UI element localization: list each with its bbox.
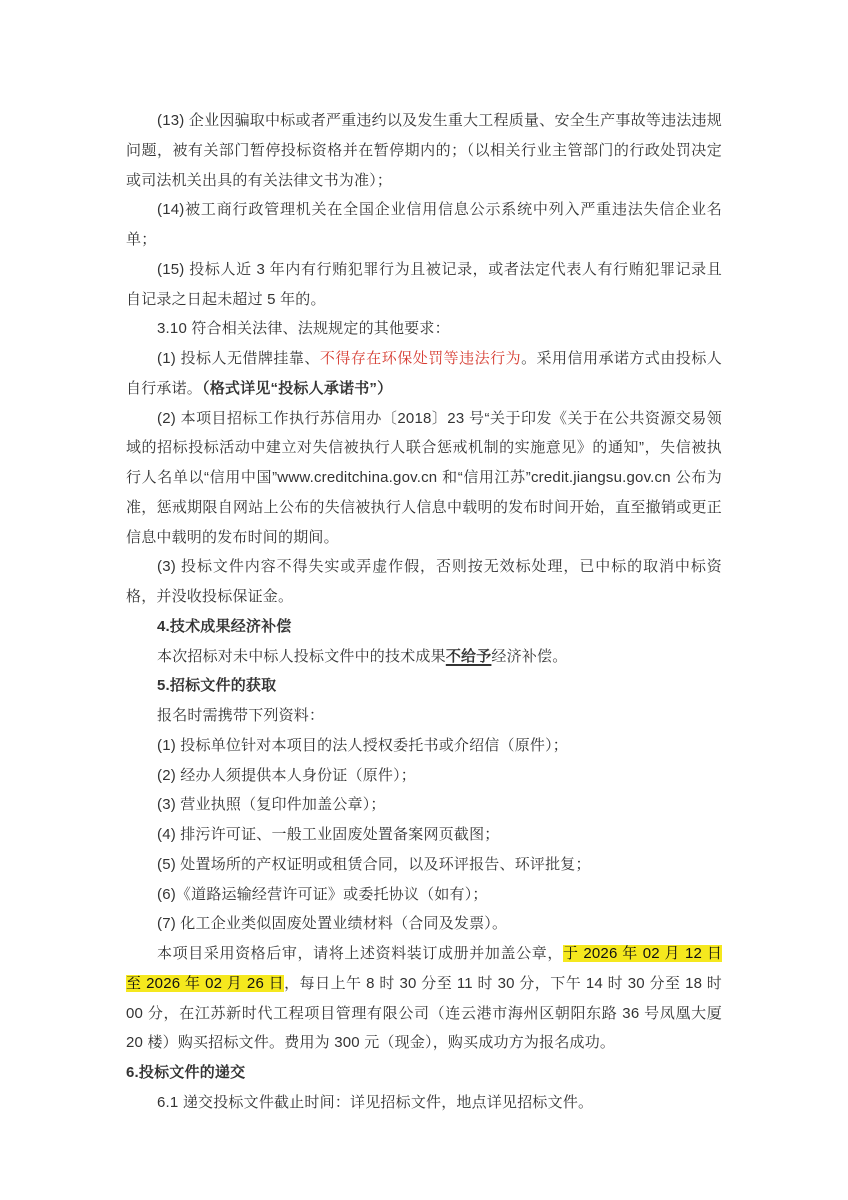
highlight-text-run: 于 2026 年 02 月 12 日至 2026 年 02 月 26 日 [126,945,723,992]
text-run: 6.投标文件的递交 [126,1064,246,1081]
clause-15 [126,255,722,315]
text-run: (1) 投标单位针对本项目的法人授权委托书或介绍信（原件）； [157,736,569,754]
red-text-run: 不得存在环保处罚等违法行为 [319,350,522,367]
text-run: (3) 投标文件内容不得失实或弄虚作假，否则按无效标处理，已中标的取消中标资格，并没收投标保证金。 [126,558,722,605]
clause-14 [126,195,722,255]
text-run: 6.1 递交投标文件截止时间：详见招标文件，地点详见招标文件。 [157,1093,594,1111]
text-run: (13) 企业因骗取中标或者严重违约以及发生重大工程质量、安全生产事故等违法违规问题，被有关部门暂停投标资格并在暂停期内的；（以相关行业主管部门的行政处罚决定或司法机关出具的有关法律文书为准）； [126,112,722,189]
material-item-6 [126,880,722,910]
text-run: 。采用信用承诺方式由投标人自行承诺。 [126,350,722,397]
document-body [126,106,722,1118]
material-item-1 [126,731,722,761]
material-item-4 [126,820,722,850]
clause-3-10-item-1 [126,344,722,404]
material-item-5 [126,850,722,880]
text-run: 报名时需携带下列资料： [157,707,325,724]
clause-13 [126,106,722,195]
text-run: 5.招标文件的获取 [157,677,277,695]
material-item-2 [126,761,722,791]
registration-instructions [126,939,722,1058]
bold-underline-text-run: 不给予 [445,647,492,665]
text-run: (3) 营业执照（复印件加盖公章）； [157,796,386,814]
section-5-intro [126,701,722,731]
text-run: (15) 投标人近 3 年内有行贿犯罪行为且被记录，或者法定代表人有行贿犯罪记录且自记录之日起未超过 5 年的。 [126,260,722,308]
material-item-7 [126,909,722,939]
text-run: 经济补偿。 [491,647,568,665]
text-run: (4) 排污许可证、一般工业固废处置备案网页截图； [157,826,500,843]
text-run: 3.10 符合相关法律、法规规定的其他要求： [157,320,450,338]
section-6-heading [126,1058,722,1088]
text-run: (2) 经办人须提供本人身份证（原件）； [157,766,417,784]
text-run: 本项目采用资格后审，请将上述资料装订成册并加盖公章， [157,945,563,962]
text-run: (2) 本项目招标工作执行苏信用办〔2018〕23 号“关于印发《关于在公共资源交易领域的招标投标活动中建立对失信被执行人联合惩戒机制的实施意见》的通知”，失信被执行人名单以“信用中国”www.creditchina.gov.cn 和“信用江苏”credit.jiangsu.gov.cn 公布为准，惩戒期限自网站上公布的失信被执行人信息中载明的发布时间开始，直至撤销或更正信息中载明的发布时间的期间。 [126,409,722,546]
text-run: (14)被工商行政管理机关在全国企业信用信息公示系统中列入严重违法失信企业名单； [126,201,722,248]
text-run: 4.技术成果经济补偿 [157,617,292,635]
bold-text-run: （格式详见“投标人承诺书”） [202,379,393,397]
clause-3-10 [126,314,722,344]
text-run: (7) 化工企业类似固废处置业绩材料（合同及发票）。 [157,915,508,933]
material-item-3 [126,790,722,820]
section-4-body [126,642,722,672]
text-run: (1) 投标人无借牌挂靠、 [157,350,320,367]
text-run: (6)《道路运输经营许可证》或委托协议（如有）； [157,885,488,903]
text-run: (5) 处置场所的产权证明或租赁合同，以及环评报告、环评批复； [157,855,591,873]
section-5-heading [126,671,722,701]
text-run: 本次招标对未中标人投标文件中的技术成果 [157,647,446,665]
clause-3-10-item-3 [126,552,722,612]
clause-6-1 [126,1088,722,1118]
text-run: ，每日上午 8 时 30 分至 11 时 30 分，下午 14 时 30 分至 18 时 00 分，在江苏新时代工程项目管理有限公司（连云港市海州区朝阳东路 36 号凤凰大厦 20 楼）购买招标文件。费用为 300 元（现金），购买成功方为报名成功。 [126,974,723,1052]
clause-3-10-item-2 [126,404,722,553]
section-4-heading [126,612,722,642]
